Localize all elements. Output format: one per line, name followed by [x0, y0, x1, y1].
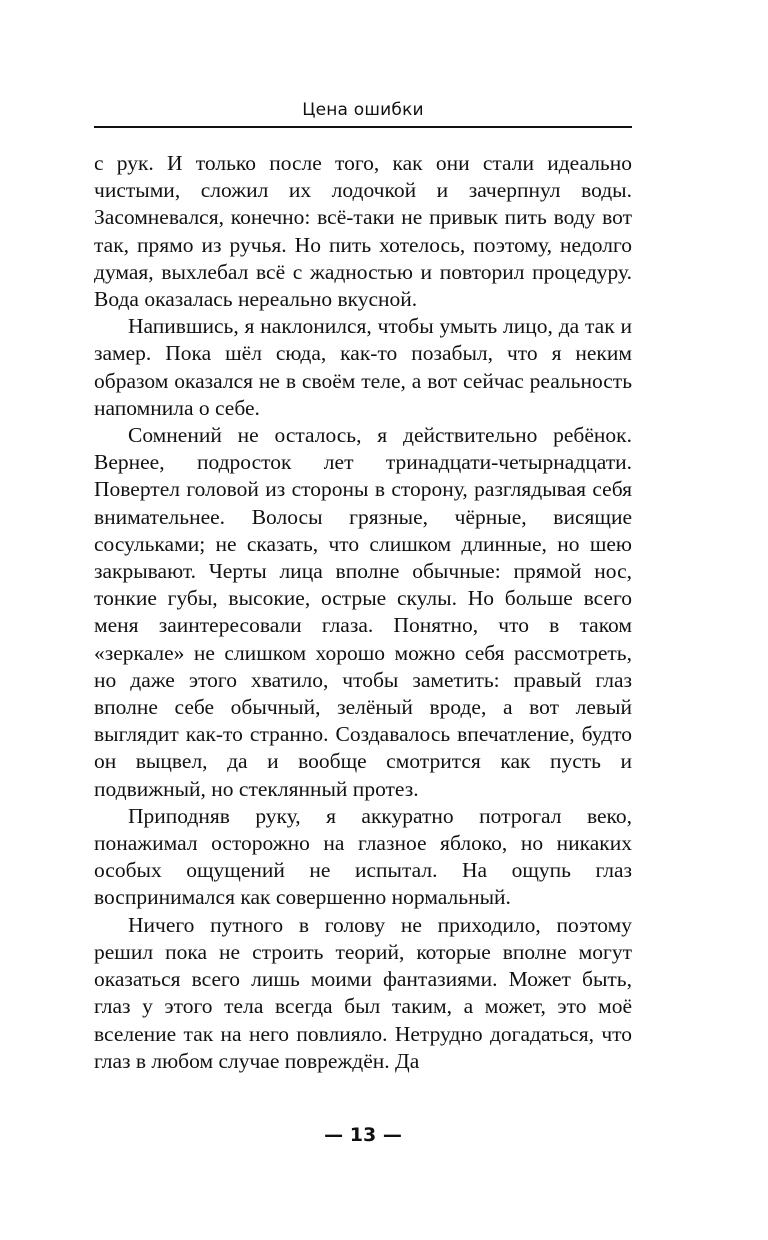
paragraph-1: с рук. И только после того, как они стали идеально чистыми, сложил их лодочкой и зачерпнул воды. Засомневался, конечно: всё-таки не привык пить воду вот так, прямо из ручья. Но пить хотелось, поэтому, недолго думая, выхлебал всё с жадностью и повторил процедуру. Вода оказалась нереально вкусной.: [94, 151, 632, 312]
paragraph-2: Напившись, я наклонился, чтобы умыть лицо, да так и замер. Пока шёл сюда, как-то позабыл, что я неким образом оказался не в своём теле, а вот сейчас реальность напомнила о себе.: [94, 314, 632, 420]
page-number: — 13 —: [324, 1124, 402, 1146]
paragraph-3: Сомнений не осталось, я действительно ребёнок. Вернее, подросток лет тринадцати-четырнадцати. Повертел головой из стороны в сторону, разглядывая себя внимательнее. Волосы грязные, чёрные, висящие сосульками; не сказать, что слишком длинные, но шею закрывают. Черты лица вполне обычные: прямой нос, тонкие губы, высокие, острые скулы. Но больше всего меня заинтересовали глаза. Понятно, что в таком «зеркале» не слишком хорошо можно себя рассмотреть, но даже этого хватило, чтобы заметить: правый глаз вполне себе обычный, зелёный вроде, а вот левый выглядит как-то странно. Создавалось впечатление, будто он выцвел, да и вообще смотрится как пусть и подвижный, но стеклянный протез.: [94, 423, 632, 801]
running-header: Цена ошибки: [302, 100, 424, 120]
paragraph-4: Приподняв руку, я аккуратно потрогал веко, понажимал осторожно на глазное яблоко, но никаких особых ощущений не испытал. На ощупь глаз воспринимался как совершенно нормальный.: [94, 803, 632, 910]
header-rule: [94, 126, 632, 128]
body-text: [94, 150, 632, 1075]
paragraph-5: Ничего путного в голову не приходило, поэтому решил пока не строить теорий, которые вполне могут оказаться всего лишь моими фантазиями. Может быть, глаз у этого тела всегда был таким, а может, это моё вселение так на него повлияло. Нетрудно догадаться, что глаз в любом случае повреждён. Да: [94, 912, 632, 1073]
